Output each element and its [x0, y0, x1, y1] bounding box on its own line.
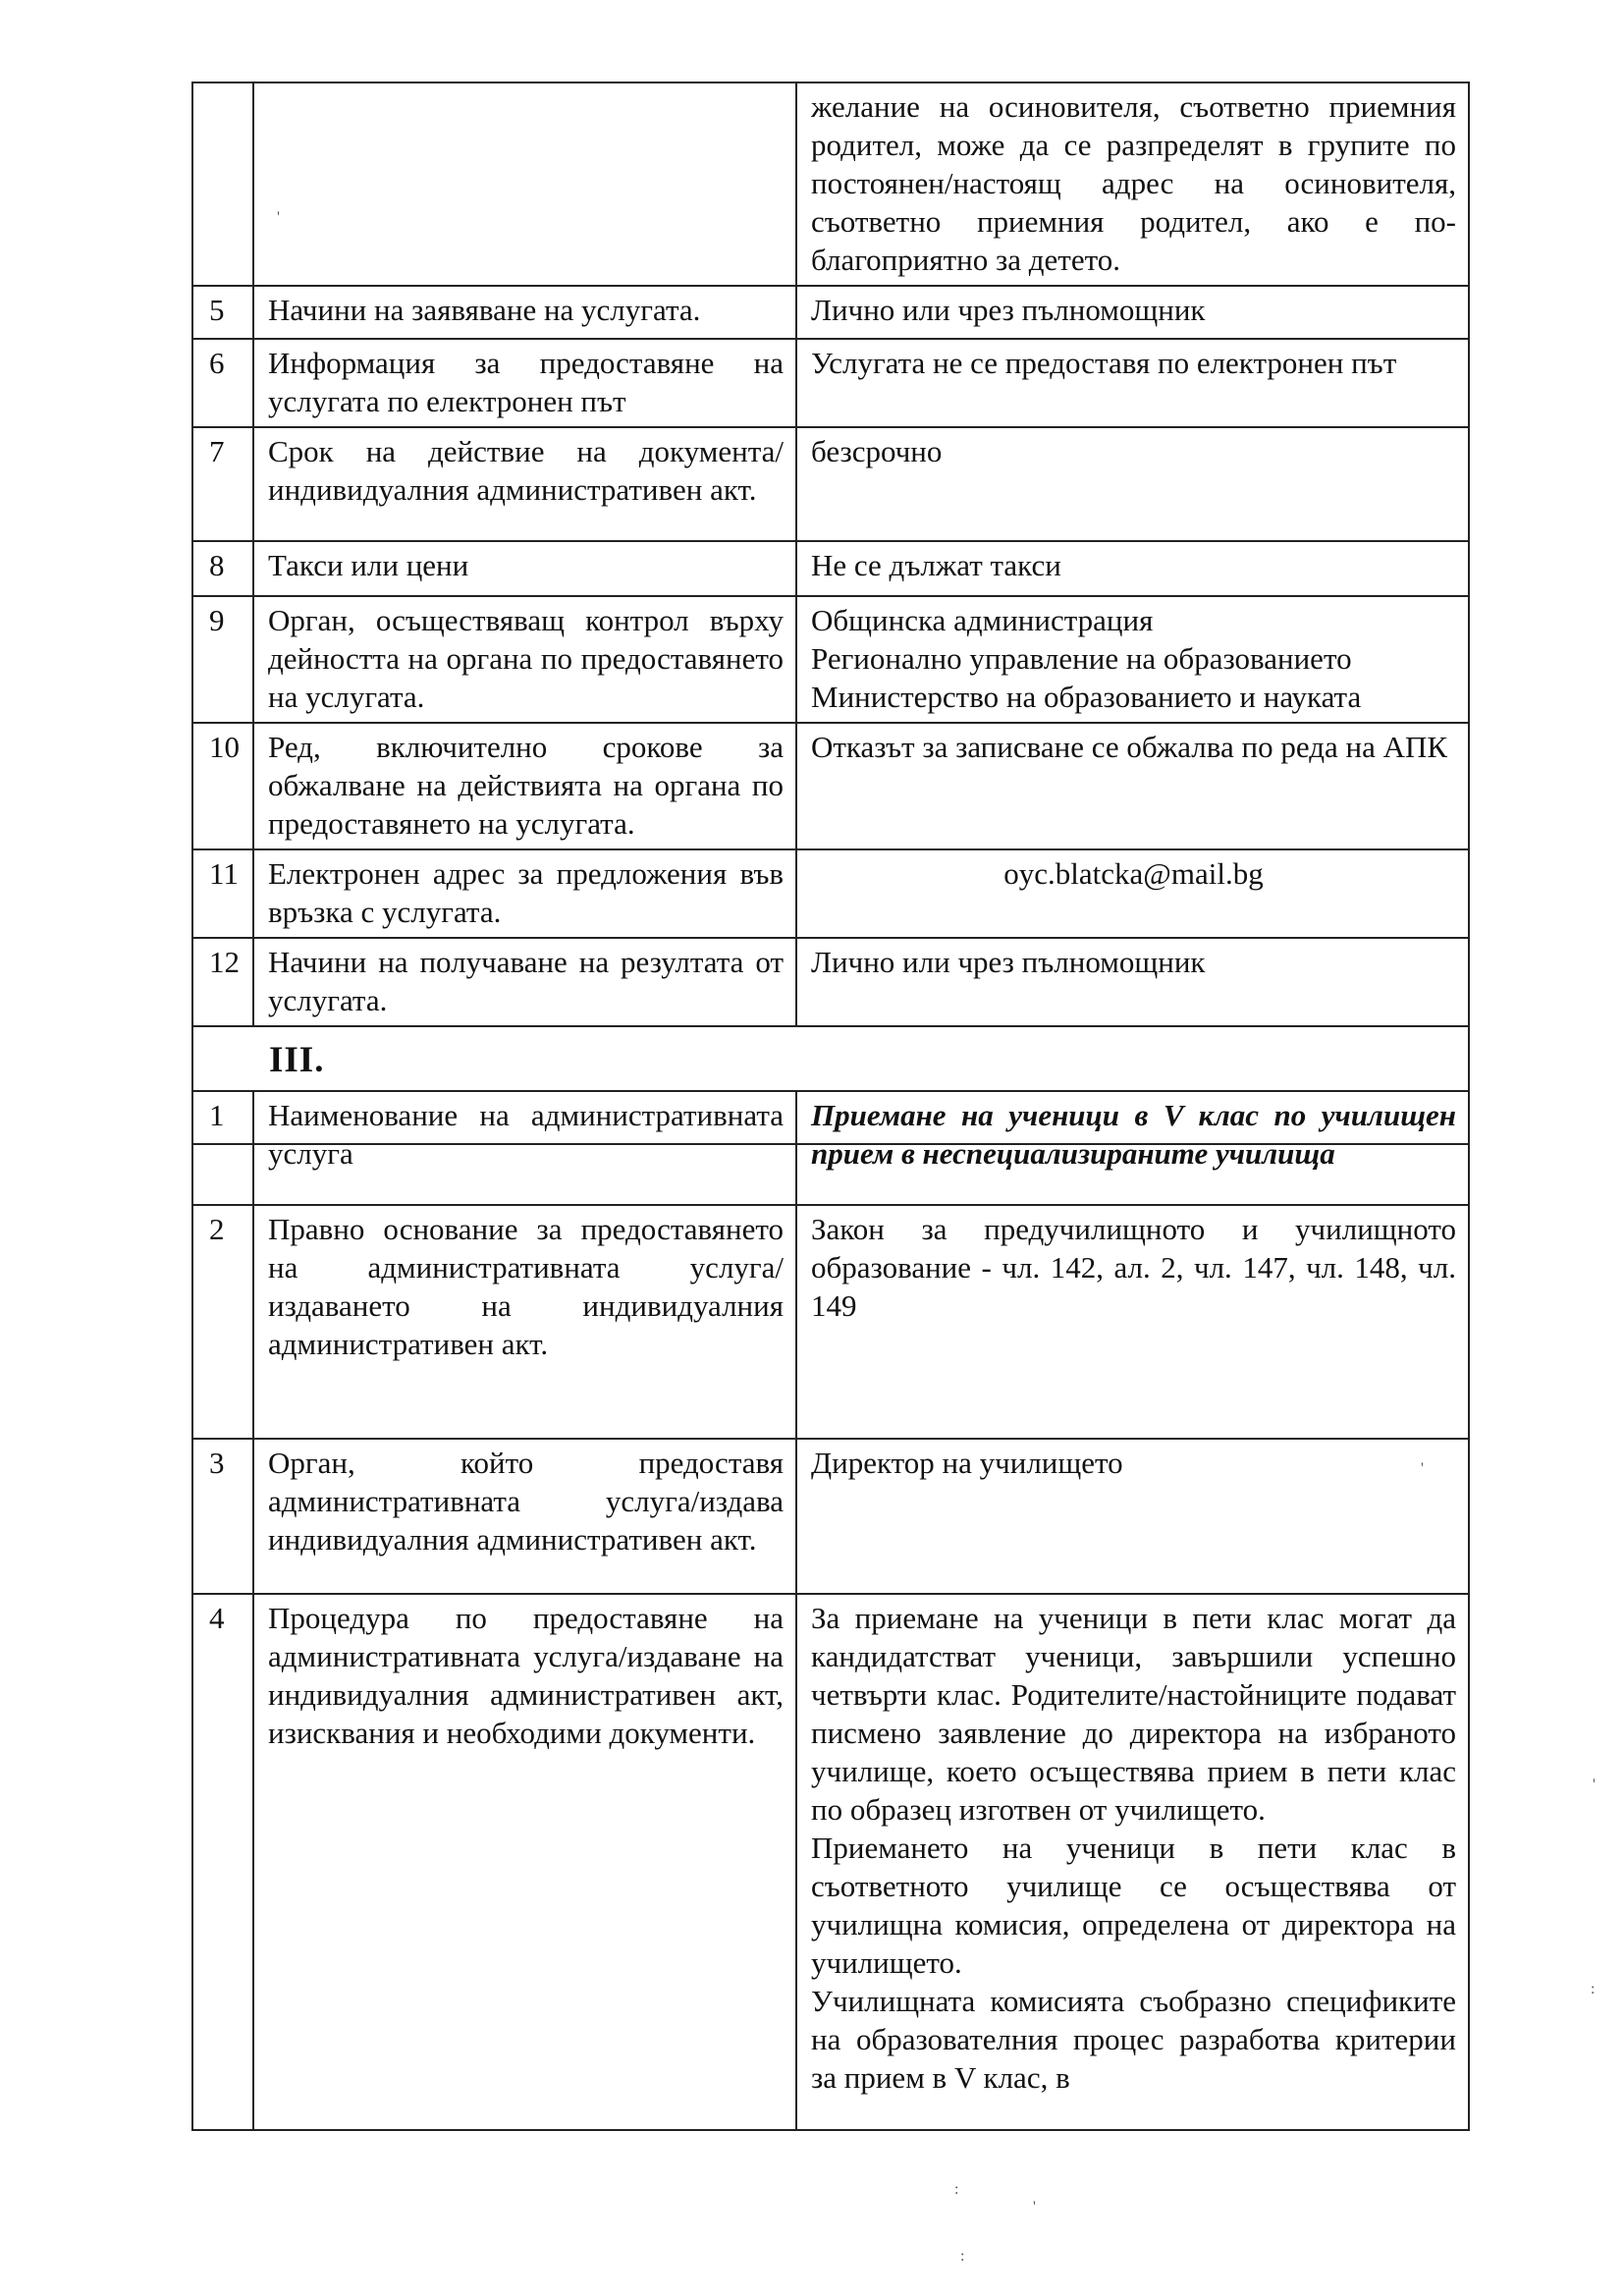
scan-speck: :: [1591, 1981, 1596, 1997]
scan-speck: ': [1593, 1777, 1596, 1793]
row-label: Орган, осъществяващ контрол върху дейността на органа по предоставянето на услугата.: [253, 596, 796, 723]
row-number: 11: [192, 849, 253, 938]
row-number: 8: [192, 541, 253, 596]
row-value: Директор на училището: [796, 1439, 1469, 1594]
row-label: Наименование на административната услуга: [253, 1091, 796, 1205]
scan-speck: :: [954, 2181, 959, 2198]
value-line: Министерство на образованието и науката: [811, 680, 1362, 714]
row-label: Процедура по предоставяне на административната услуга/издаване на индивидуалния административен акт, изисквания и необходими документи.: [253, 1594, 796, 2130]
row-number: 4: [192, 1594, 253, 2130]
row-value: Лично или чрез пълномощник: [796, 938, 1469, 1026]
table-row: [192, 723, 1469, 849]
row-label: Начини на получаване на резултата от услугата.: [253, 938, 796, 1026]
table-row: [192, 1091, 1469, 1205]
table-row: [192, 1205, 1469, 1439]
value-line: Регионално управление на образованието: [811, 641, 1352, 676]
row-label: Срок на действие на документа/индивидуалния административен акт.: [253, 427, 796, 541]
row-number: 7: [192, 427, 253, 541]
row-label: Информация за предоставяне на услугата по електронен път: [253, 339, 796, 427]
row-label: [253, 82, 796, 286]
procedure-paragraph: За приемане на ученици в пети клас могат да кандидатстват ученици, завършили успешно четвърти клас. Родителите/настойниците подават писмено заявление до директора на избраното училище, което осъществява прием в пети клас по образец изготвен от училището.: [811, 1601, 1456, 1827]
scan-speck: ': [1421, 1460, 1424, 1477]
row-label: Орган, който предоставя административната услуга/издава индивидуалния административен акт.: [253, 1439, 796, 1594]
procedure-paragraph: Училищната комисията съобразно спецификите на образователния процес разработва критерии за прием в V клас, в: [811, 1984, 1456, 2095]
row-value: [796, 1594, 1469, 2130]
table-row: [192, 849, 1469, 938]
row-label: Електронен адрес за предложения във връзка с услугата.: [253, 849, 796, 938]
scan-speck: :: [960, 2248, 965, 2265]
row-value: Закон за предучилищното и училищното образование - чл. 142, ал. 2, чл. 147, чл. 148, чл. 149: [796, 1205, 1469, 1439]
row-value: [796, 596, 1469, 723]
row-number: 9: [192, 596, 253, 723]
services-table-section-3: [191, 1090, 1470, 2131]
table-row: [192, 938, 1469, 1026]
row-value: Лично или чрез пълномощник: [796, 286, 1469, 339]
table-row: [192, 286, 1469, 339]
row-number: 1: [192, 1091, 253, 1205]
row-label: Правно основание за предоставянето на административната услуга/издаването на индивидуалния административен акт.: [253, 1205, 796, 1439]
row-label: Начини на заявяване на услугата.: [253, 286, 796, 339]
row-value: Отказът за записване се обжалва по реда на АПК: [796, 723, 1469, 849]
scan-speck: ': [277, 209, 280, 226]
table-row: [192, 541, 1469, 596]
table-row: [192, 1594, 1469, 2130]
row-label: Ред, включително срокове за обжалване на действията на органа по предоставянето на услугата.: [253, 723, 796, 849]
row-number: 6: [192, 339, 253, 427]
row-label: Такси или цени: [253, 541, 796, 596]
row-number: 2: [192, 1205, 253, 1439]
scan-speck: ': [1033, 2199, 1036, 2215]
table-row: [192, 596, 1469, 723]
service-name-value: Приемане на ученици в V клас по училищен прием в неспециализираните училища: [796, 1091, 1469, 1205]
row-value: желание на осиновителя, съответно приемния родител, може да се разпределят в групите по постоянен/настоящ адрес на осиновителя, съответно приемния родител, ако е по-благоприятно за детето.: [796, 82, 1469, 286]
row-number: [192, 82, 253, 286]
value-line: Общинска администрация: [811, 603, 1154, 637]
row-number: 10: [192, 723, 253, 849]
row-value: Не се дължат такси: [796, 541, 1469, 596]
row-number: 5: [192, 286, 253, 339]
table-row: [192, 82, 1469, 286]
section-heading: III.: [269, 1040, 325, 1080]
row-number: 12: [192, 938, 253, 1026]
table-row: [192, 427, 1469, 541]
table-row: [192, 339, 1469, 427]
services-table-continued: [191, 82, 1470, 1145]
row-number: 3: [192, 1439, 253, 1594]
row-value: oyc.blatcka@mail.bg: [796, 849, 1469, 938]
row-value: Услугата не се предоставя по електронен път: [796, 339, 1469, 427]
table-row: [192, 1439, 1469, 1594]
row-value: безсрочно: [796, 427, 1469, 541]
procedure-paragraph: Приемането на ученици в пети клас в съответното училище се осъществява от училищна комисия, определена от директора на училището.: [811, 1831, 1456, 1980]
